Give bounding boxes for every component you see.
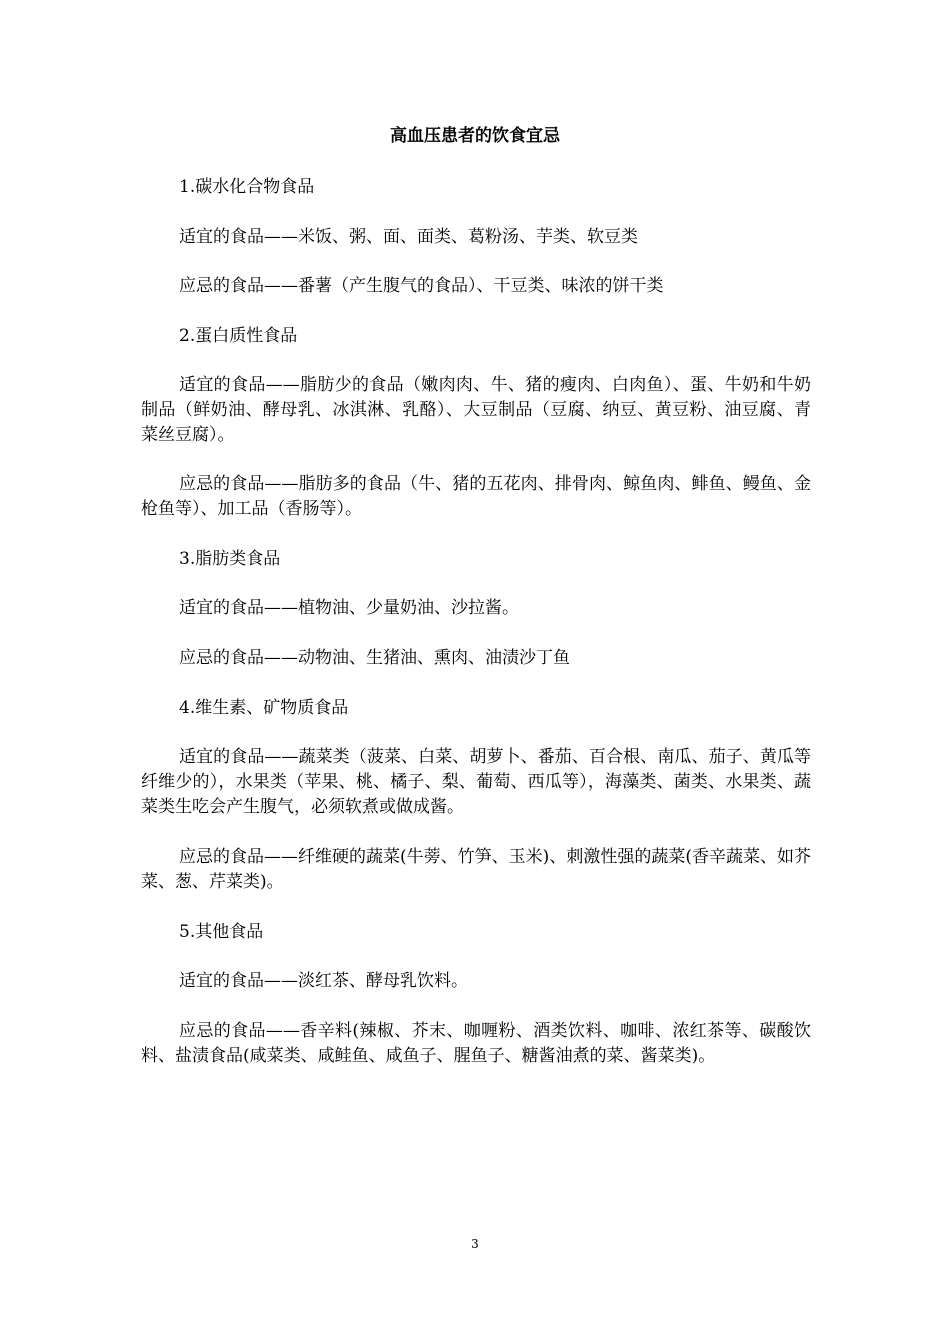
document-title: 高血压患者的饮食宜忌 [390,126,560,146]
section-1-suitable: 适宜的食品——米饭、粥、面、面类、葛粉汤、芋类、软豆类 [179,227,638,247]
section-4-avoid: 应忌的食品——纤维硬的蔬菜(牛蒡、竹笋、玉米)、刺激性强的蔬菜(香辛蔬菜、如芥菜、葱、芹菜类)。 [141,847,811,892]
section-4-suitable: 适宜的食品——蔬菜类（菠菜、白菜、胡萝卜、番茄、百合根、南瓜、茄子、黄瓜等纤维少的），水果类（苹果、桃、橘子、梨、葡萄、西瓜等），海藻类、菌类、水果类、蔬菜类生吃会产生腹气，必须软煮或做成酱。 [141,747,811,817]
section-2-heading: 2.蛋白质性食品 [179,326,298,346]
section-4-heading: 4.维生素、矿物质食品 [179,698,349,718]
section-3-suitable: 适宜的食品——植物油、少量奶油、沙拉酱。 [179,598,519,618]
page-number: 3 [471,1237,479,1251]
section-5-heading: 5.其他食品 [179,922,264,942]
section-2-suitable: 适宜的食品——脂肪少的食品（嫩肉肉、牛、猪的瘦肉、白肉鱼）、蛋、牛奶和牛奶制品（鲜奶油、酵母乳、冰淇淋、乳酪）、大豆制品（豆腐、纳豆、黄豆粉、油豆腐、青菜丝豆腐）。 [141,375,811,445]
section-3-heading: 3.脂肪类食品 [179,549,281,569]
section-1-avoid: 应忌的食品——番薯（产生腹气的食品）、干豆类、味浓的饼干类 [179,276,664,296]
section-3-avoid: 应忌的食品——动物油、生猪油、熏肉、油渍沙丁鱼 [179,648,570,668]
section-1-heading: 1.碳水化合物食品 [179,177,315,197]
section-5-suitable: 适宜的食品——淡红茶、酵母乳饮料。 [179,971,468,991]
section-5-avoid: 应忌的食品——香辛料(辣椒、芥末、咖喱粉、酒类饮料、咖啡、浓红茶等、碳酸饮料、盐渍食品(咸菜类、咸鲑鱼、咸鱼子、腥鱼子、糖酱油煮的菜、酱菜类)。 [141,1021,811,1066]
section-2-avoid: 应忌的食品——脂肪多的食品（牛、猪的五花肉、排骨肉、鲸鱼肉、鲱鱼、鳗鱼、金枪鱼等）、加工品（香肠等）。 [141,474,811,519]
